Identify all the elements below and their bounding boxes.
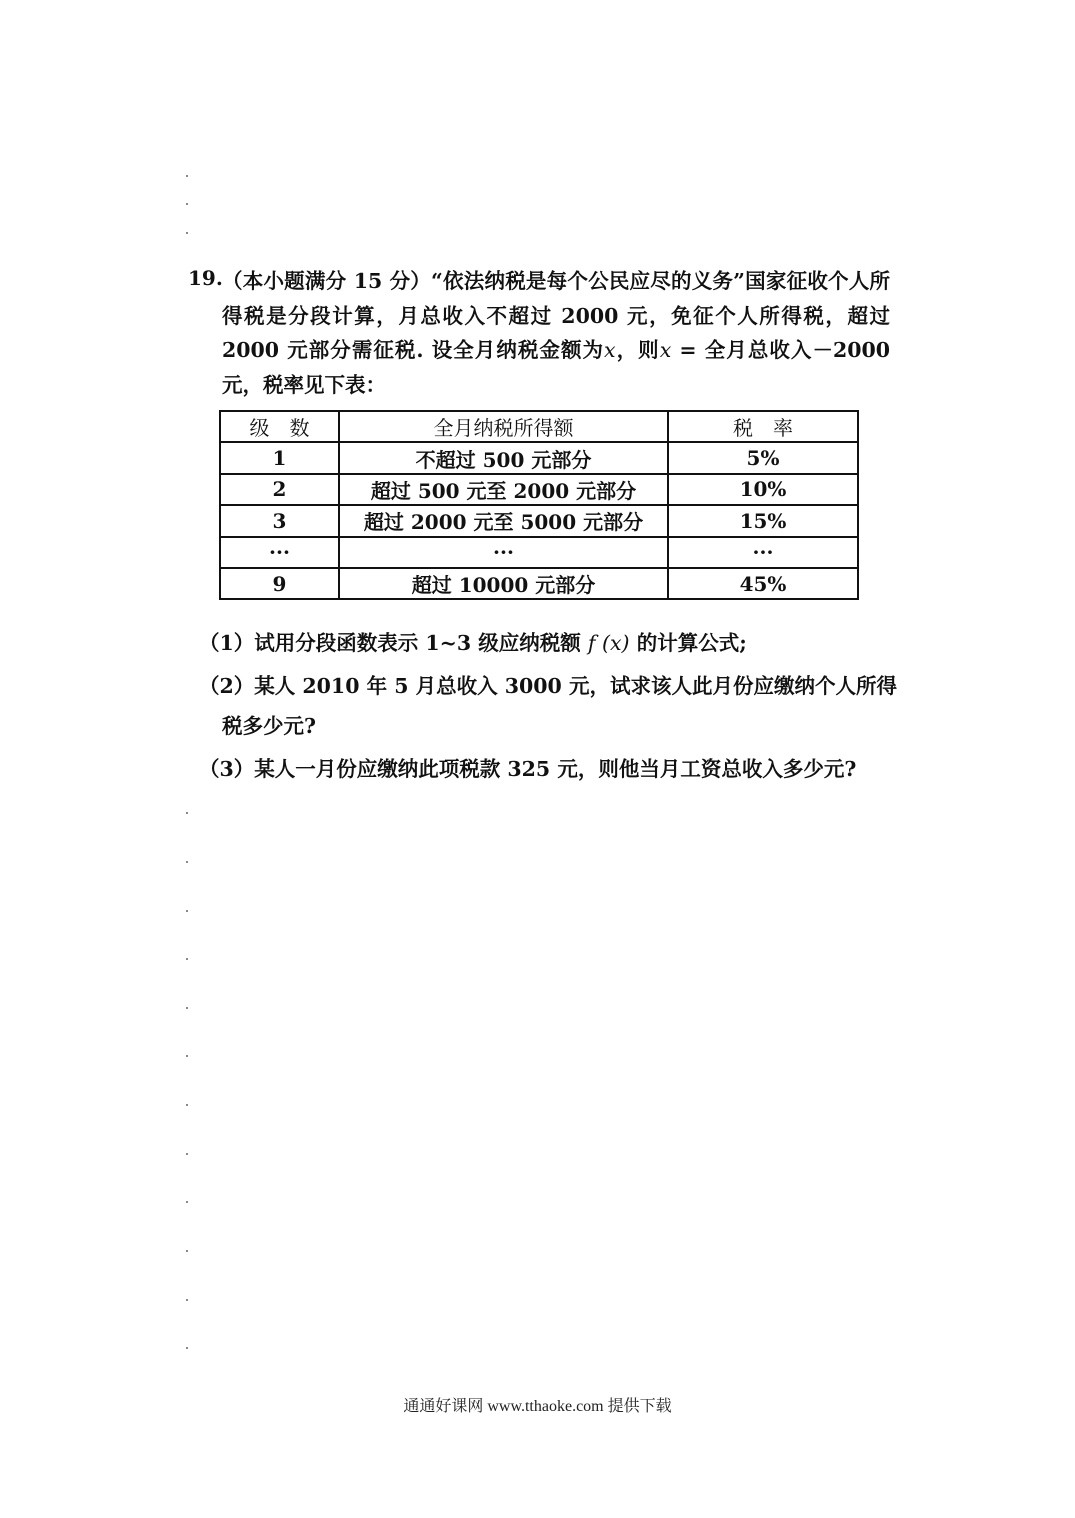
margin-dot	[186, 812, 188, 814]
variable-x: x	[604, 338, 616, 362]
question-number: 19.	[188, 266, 223, 290]
table-row	[220, 568, 858, 599]
margin-dot	[186, 1153, 188, 1155]
margin-dot	[186, 1250, 188, 1252]
margin-dot	[186, 910, 188, 912]
margin-dot	[186, 1007, 188, 1009]
cell-range: 超过 2000 元至 5000 元部分	[339, 505, 668, 536]
cell-rate: 45%	[668, 568, 858, 599]
table-header-row	[220, 411, 858, 442]
subquestion-1	[199, 626, 747, 656]
cell-rate: 5%	[668, 442, 858, 473]
page-footer: 通通好课网 www.tthaoke.com 提供下载	[403, 1398, 672, 1415]
table-row	[220, 442, 858, 473]
subquestion-2-line2: 税多少元?	[222, 714, 317, 738]
margin-dot	[186, 1201, 188, 1203]
subquestion-2-line1: （2）某人 2010 年 5 月总收入 3000 元，试求该人此月份应缴纳个人所得	[199, 674, 897, 698]
subquestion-3: （3）某人一月份应缴纳此项税款 325 元，则他当月工资总收入多少元?	[199, 757, 857, 781]
table-row	[220, 474, 858, 505]
stem-text: （本小题满分 15 分）“依法纳税是每个公民应尽的义务”国家征收个人所得税是分段计算，月总收入不超过 2000 元，免征个人所得税，超过 2000 元部分需征税. 设全月纳税金额为	[222, 269, 890, 362]
cell-range: 超过 10000 元部分	[339, 568, 668, 599]
cell-range: 不超过 500 元部分	[339, 442, 668, 473]
margin-dot	[186, 232, 188, 234]
cell-range: ···	[339, 537, 668, 568]
margin-dot	[186, 1104, 188, 1106]
header-level: 级 数	[220, 411, 339, 442]
margin-dot	[186, 958, 188, 960]
margin-dot	[186, 1347, 188, 1349]
stem-text-end: = 全月总收入－2000元，税率见下表：	[222, 338, 890, 397]
stem-text-mid: ，则	[615, 338, 660, 362]
formula-lhs: x	[659, 338, 672, 362]
margin-dot	[186, 1299, 188, 1301]
cell-level: 3	[220, 505, 339, 536]
cell-level: 1	[220, 442, 339, 473]
margin-dot	[186, 861, 188, 863]
cell-range: 超过 500 元至 2000 元部分	[339, 474, 668, 505]
table-row	[220, 537, 858, 568]
cell-rate: 15%	[668, 505, 858, 536]
margin-dot	[186, 1055, 188, 1057]
header-tax-rate: 税 率	[668, 411, 858, 442]
question-stem	[222, 264, 890, 402]
cell-level: 9	[220, 568, 339, 599]
margin-dot	[186, 203, 188, 205]
cell-level: ···	[220, 537, 339, 568]
table-row	[220, 505, 858, 536]
cell-level: 2	[220, 474, 339, 505]
tax-rate-table	[219, 410, 859, 600]
subquestion-1-end: 的计算公式;	[629, 631, 747, 655]
header-taxable-income: 全月纳税所得额	[339, 411, 668, 442]
subquestion-1-text: （1）试用分段函数表示 1~3 级应纳税额	[199, 631, 588, 655]
function-fx: f (x)	[587, 631, 630, 655]
cell-rate: 10%	[668, 474, 858, 505]
cell-rate: ···	[668, 537, 858, 568]
margin-dot	[186, 175, 188, 177]
